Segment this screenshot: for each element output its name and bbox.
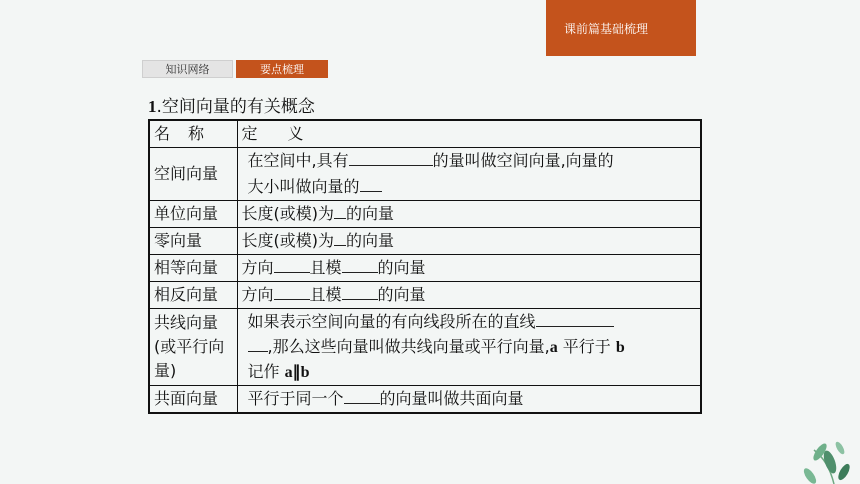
answer-blank[interactable] — [536, 309, 614, 327]
row-definition: 如果表示空间向量的有向线段所在的直线 ,那么这些向量叫做共线向量或平行向量,a 平行于 b 记作 a∥b — [237, 309, 701, 386]
answer-blank[interactable] — [360, 174, 382, 192]
header-name: 名称 — [149, 120, 237, 148]
row-name: 单位向量 — [149, 201, 237, 228]
answer-blank[interactable] — [248, 334, 268, 352]
table-header-row — [149, 120, 701, 148]
leaf-decoration-icon — [800, 428, 860, 484]
table-row — [149, 309, 701, 386]
row-name: 共面向量 — [149, 386, 237, 414]
tab-key-points[interactable]: 要点梳理 — [236, 60, 328, 78]
row-name: 相反向量 — [149, 282, 237, 309]
row-definition: 长度(或模)为 的向量 — [237, 201, 701, 228]
answer-blank[interactable] — [334, 228, 346, 246]
section-number: 1 — [148, 97, 157, 116]
answer-blank[interactable] — [342, 282, 378, 300]
tab-knowledge-network[interactable]: 知识网络 — [142, 60, 233, 78]
section-title: 空间向量的有关概念 — [161, 97, 315, 117]
table-row — [149, 201, 701, 228]
answer-blank[interactable] — [274, 282, 310, 300]
answer-blank[interactable] — [274, 255, 310, 273]
corner-label: 课前篇基础梳理 — [564, 21, 649, 36]
table-row — [149, 228, 701, 255]
table-row — [149, 282, 701, 309]
tab-bar — [142, 60, 328, 78]
row-definition: 平行于同一个 的向量叫做共面向量 — [237, 386, 701, 414]
row-name: 共线向量(或平行向量) — [149, 309, 237, 386]
answer-blank[interactable] — [334, 201, 346, 219]
answer-blank[interactable] — [344, 386, 380, 404]
table-row — [149, 386, 701, 414]
row-name: 零向量 — [149, 228, 237, 255]
answer-blank[interactable] — [349, 148, 433, 166]
section-heading: 1.空间向量的有关概念 — [148, 97, 315, 117]
row-definition: 长度(或模)为 的向量 — [237, 228, 701, 255]
table-row — [149, 148, 701, 201]
row-definition: 方向 且模 的向量 — [237, 255, 701, 282]
answer-blank[interactable] — [342, 255, 378, 273]
table-row — [149, 255, 701, 282]
row-name: 相等向量 — [149, 255, 237, 282]
row-definition: 方向 且模 的向量 — [237, 282, 701, 309]
header-definition: 定义 — [237, 120, 701, 148]
section-corner-tab — [546, 0, 696, 56]
concepts-table — [148, 119, 702, 414]
row-name: 空间向量 — [149, 148, 237, 201]
row-definition: 在空间中,具有 的量叫做空间向量,向量的 大小叫做向量的 — [237, 148, 701, 201]
